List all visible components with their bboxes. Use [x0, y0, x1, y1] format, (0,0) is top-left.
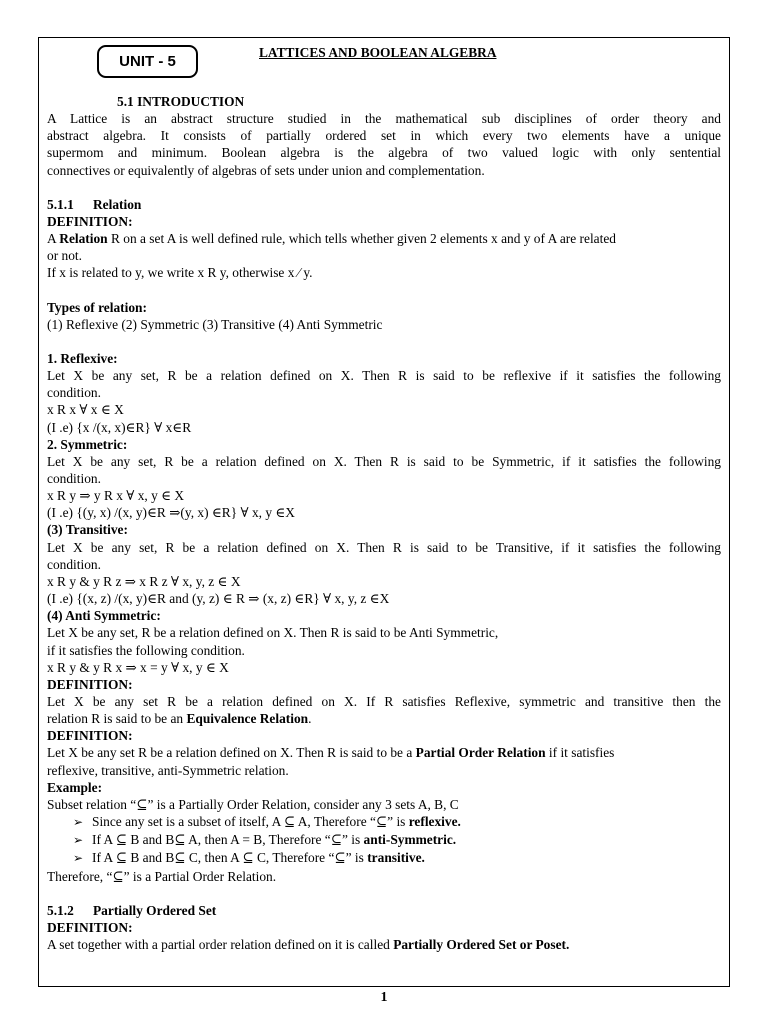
text-span: R on a set A is well defined rule, which tells whether given 2 elements x and y of A are related: [107, 231, 616, 247]
chapter-title: LATTICES AND BOOLEAN ALGEBRA: [259, 45, 497, 60]
bold-term: Equivalence Relation: [186, 711, 309, 727]
bold-term: Partial Order Relation: [415, 745, 546, 761]
reflexive-text: Let X be any set, R be a relation defined on X. Then R is said to be reflexive if it satisfies the following: [47, 368, 721, 384]
antisymmetric-text: if it satisfies the following condition.: [47, 642, 245, 658]
unit-label-box: UNIT - 5: [97, 45, 198, 78]
text-span: If A ⊆ B and B⊆ C, then A ⊆ C, Therefore “⊆” is: [92, 850, 368, 866]
section-heading-poset: [47, 902, 721, 919]
relation-definition-line: [47, 230, 721, 247]
equivalence-text: Let X be any set R be a relation defined on X. If R satisfies Reflexive, symmetric and transitive then the: [47, 694, 721, 709]
text-span: relation R is said to be an: [47, 711, 187, 727]
list-item: [47, 831, 721, 849]
types-list: (1) Reflexive (2) Symmetric (3) Transitive (4) Anti Symmetric: [47, 316, 383, 332]
definition-label: DEFINITION:: [47, 919, 133, 935]
definition-label: DEFINITION:: [47, 728, 133, 744]
document-body: [47, 40, 721, 953]
transitive-text: Let X be any set, R be a relation defined on X. Then R is said to be Transitive, if it satisfies the following: [47, 539, 721, 555]
arrowhead-bullet-icon: ➢: [73, 815, 84, 830]
reflexive-heading: 1. Reflexive:: [47, 350, 118, 366]
definition-label: DEFINITION:: [47, 213, 133, 229]
page-header: [47, 40, 721, 93]
text-span: A: [47, 231, 60, 247]
partial-order-text: reflexive, transitive, anti-Symmetric relation.: [47, 762, 289, 778]
section-number: 5.1.1: [47, 196, 74, 212]
antisymmetric-formula: x R y & y R x ⇒ x = y ∀ x, y ∈ X: [47, 659, 229, 675]
section-title: Partially Ordered Set: [93, 902, 217, 918]
list-item: [47, 813, 721, 831]
symmetric-text: Let X be any set, R be a relation defined on X. Then R is said to be Symmetric, if it satisfies the following: [47, 453, 721, 469]
text-span: A set together with a partial order relation defined on it is called: [47, 937, 394, 953]
symmetric-text: condition.: [47, 470, 101, 486]
arrowhead-bullet-icon: ➢: [73, 851, 84, 866]
text-span: if it satisfies: [545, 745, 615, 761]
example-intro: Subset relation “⊆” is a Partially Order Relation, consider any 3 sets A, B, C: [47, 796, 459, 812]
page-number: 1: [380, 990, 388, 1005]
section-title: Relation: [93, 196, 142, 212]
text-span: .: [308, 711, 312, 727]
bold-term: anti-Symmetric.: [363, 832, 457, 848]
text-span: If A ⊆ B and B⊆ A, then A = B, Therefore “⊆” is: [92, 832, 364, 848]
transitive-formula: (I .e) {(x, z) /(x, y)∈R and (y, z) ∈ R ⇒ (x, z) ∈R} ∀ x, y, z ∈X: [47, 591, 390, 607]
reflexive-formula: x R x ∀ x ∈ X: [47, 402, 124, 418]
reflexive-text: condition.: [47, 385, 101, 401]
bold-term: Partially Ordered Set or Poset.: [393, 937, 570, 953]
list-item: [47, 849, 721, 867]
section-heading-relation: [47, 196, 721, 213]
text-span: Let X be any set R be a relation defined on X. Then R is said to be a: [47, 745, 416, 761]
reflexive-formula: (I .e) {x /(x, x)∈R} ∀ x∈R: [47, 419, 192, 435]
intro-paragraph-line: supermom and minimum. Boolean algebra is the algebra of two valued logic with only sentential: [47, 145, 721, 161]
symmetric-heading: 2. Symmetric:: [47, 436, 128, 452]
poset-definition-text: [47, 936, 721, 953]
transitive-heading: (3) Transitive:: [47, 522, 128, 538]
antisymmetric-heading: (4) Anti Symmetric:: [47, 608, 161, 624]
text-span: Since any set is a subset of itself, A ⊆ A, Therefore “⊆” is: [92, 814, 409, 830]
section-number: 5.1.2: [47, 902, 74, 918]
antisymmetric-text: Let X be any set, R be a relation defined on X. Then R is said to be Anti Symmetric,: [47, 625, 499, 641]
transitive-text: condition.: [47, 556, 101, 572]
equivalence-text: [47, 710, 721, 727]
intro-paragraph-line: abstract algebra. It consists of partially ordered set in which every two elements have a unique: [47, 128, 721, 144]
arrowhead-bullet-icon: ➢: [73, 833, 84, 848]
definition-label: DEFINITION:: [47, 676, 133, 692]
relation-definition-line: If x is related to y, we write x R y, otherwise x ⁄ y.: [47, 265, 313, 281]
intro-heading: 5.1 INTRODUCTION: [117, 94, 245, 109]
intro-paragraph-line: A Lattice is an abstract structure studied in the mathematical sub disciplines of order theory and: [47, 111, 721, 127]
bold-term: reflexive.: [408, 814, 461, 830]
bold-term: Relation: [59, 231, 108, 247]
types-heading: Types of relation:: [47, 299, 147, 315]
example-conclusion: Therefore, “⊆” is a Partial Order Relation.: [47, 868, 277, 884]
partial-order-text: [47, 744, 721, 761]
example-label: Example:: [47, 779, 103, 795]
relation-definition-line: or not.: [47, 248, 82, 264]
transitive-formula: x R y & y R z ⇒ x R z ∀ x, y, z ∈ X: [47, 573, 241, 589]
bold-term: transitive.: [367, 850, 425, 866]
symmetric-formula: x R y ⇒ y R x ∀ x, y ∈ X: [47, 488, 185, 504]
intro-paragraph-line: connectives or equivalently of algebras of sets under union and complementation.: [47, 162, 485, 178]
symmetric-formula: (I .e) {(y, x) /(x, y)∈R ⇒(y, x) ∈R} ∀ x, y ∈X: [47, 505, 295, 521]
